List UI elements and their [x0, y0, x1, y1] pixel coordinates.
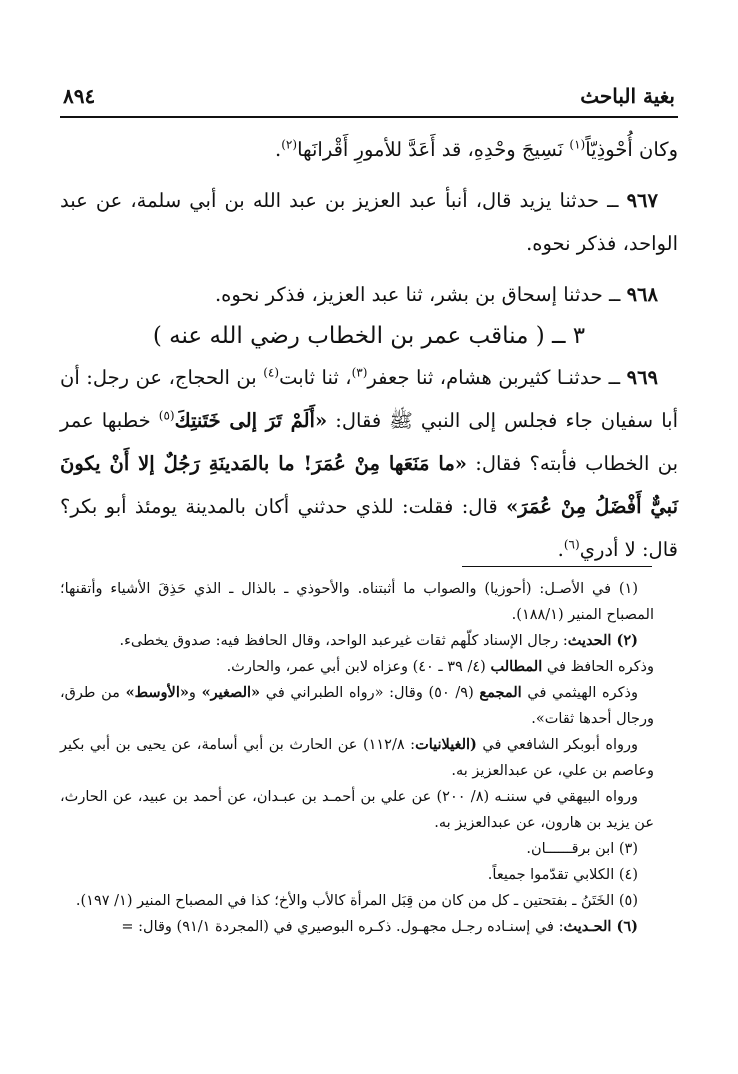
footnote-text: وذكره الهيثمي في	[521, 685, 638, 701]
footnote-2	[60, 628, 654, 654]
header-rule	[60, 116, 678, 118]
hadith-967	[60, 179, 678, 265]
footnote-ref-6: (٦)	[563, 537, 580, 552]
hadith-number: ٩٦٨	[626, 283, 658, 306]
hadith-text: .	[557, 538, 564, 561]
page-number: ٨٩٤	[63, 84, 96, 108]
section-title: ٣ ــ ( مناقب عمر بن الخطاب رضي الله عنه )	[152, 323, 586, 349]
footnote-6	[60, 914, 654, 940]
footnote-text: ورواه أبوبكر الشافعي في	[476, 737, 638, 753]
hadith-number: ٩٦٩	[626, 366, 659, 389]
footnote-5: (٥) الخَتَنُ ـ بفتحتين ـ كل من كان من قِبَل المرأة كالأب والأخ؛ كذا في المصباح المنير (١/ ١٩٧).	[75, 893, 638, 909]
hadith-text: ــ حدثنا يزيد قال، أنبأ عبد العزيز بن عبد الله بن أبي سلمة، عن عبد الواحد، فذكر نحوه.	[60, 189, 678, 255]
footnote-text: (٩/ ٥٠) وقال: «رواه الطبراني في	[260, 685, 480, 701]
footnote-ref-1: (١)	[569, 137, 586, 152]
footnote-text: من طرق، ورجال أحدها ثقات».	[60, 685, 654, 727]
footnote-label: (٢) الحديث	[567, 632, 638, 649]
verse-line	[60, 128, 678, 171]
hadith-969	[60, 356, 678, 571]
footnote-ref-2: (٢)	[281, 137, 298, 152]
hadith-968	[60, 273, 678, 316]
footnotes	[60, 576, 654, 940]
hadith-text: قال: فقلت: للذي حدثني أكان بالمدينة يومئذ أبو بكر؟ قال: لا أدري	[60, 495, 678, 561]
footnote-2-line	[60, 732, 654, 784]
main-text	[60, 128, 678, 571]
source-title: المطالب	[490, 658, 543, 675]
page-header	[63, 82, 675, 110]
footnote-ref-4: (٤)	[263, 365, 280, 380]
source-title: «الأوسط»	[125, 684, 189, 701]
footnote-text: وذكره الحافظ في	[542, 659, 654, 675]
verse-text: .	[275, 138, 282, 161]
footnote-text: : ١١٢/٨) عن الحارث بن أبي أسامة، عن يحيى بن أبي بكير وعاصم بن علي، عن عبدالعزيز به.	[60, 737, 654, 779]
footnote-ref-3: (٣)	[351, 365, 368, 380]
verse-text: نَسِيجَ وحْدِهِ، قد أَعَدَّ للأمورِ أَقْرانَها	[297, 138, 570, 161]
hadith-text: خطبها عمر بن الخطاب فأبته؟ فقال:	[60, 409, 678, 475]
footnote-3: (٣) ابن برقــــــان.	[526, 841, 638, 857]
book-title: بغية الباحث	[580, 84, 675, 108]
footnote-2-line	[60, 654, 654, 680]
footnote-rule	[462, 566, 652, 567]
footnote-text: : رجال الإسناد كلّهم ثقات غيرعبد الواحد، وقال الحافظ فيه: صدوق يخطىء.	[119, 633, 568, 649]
footnote-2-line: ورواه البيهقي في سننـه (٨/ ٢٠٠) عن علي بن أحمـد بن عبـدان، عن أحمد بن عبيد، عن الحارث، عن يزيد بن هارون، عن عبدالعزيز به.	[60, 789, 654, 831]
hadith-text: ــ حدثنا إسحاق بن بشر، ثنا عبد العزيز، فذكر نحوه.	[214, 283, 627, 306]
footnote-4: (٤) الكلابي تقدّموا جميعاً.	[487, 867, 638, 883]
prophet-quote: «أَلَمْ تَرَ إلى خَتَنتِكَ	[174, 409, 328, 432]
source-title: (الغيلانيات	[415, 736, 477, 753]
footnote-ref-5: (٥)	[158, 408, 175, 423]
source-title: المجمع	[479, 684, 522, 701]
hadith-text: ، ثنا ثابت	[279, 366, 352, 389]
footnote-label: (٦) الحـديث	[563, 918, 638, 935]
hadith-text: بن الحجاج، عن رجل: أن أبا سفيان جاء فجلس إلى النبي ﷺ فقال:	[60, 366, 678, 432]
prophet-quote: «ما مَنَعَها مِنْ عُمَرَ! ما بالمَدينَةِ رَجُلٌ إلا أَنْ يكونَ نَبيٌّ أَفْضَلُ مِنْ عُمَرَ»	[60, 452, 678, 518]
footnote-text: : في إسنـاده رجـل مجهـول. ذكـره البوصيري في (المجردة ٩١/١) وقال: =	[121, 919, 564, 935]
footnote-2-line	[60, 680, 654, 732]
footnote-1: (١) في الأصـل: (أحوزيا) والصواب ما أثبتناه. والأحوذي ـ بالذال ـ الذي حَذِقَ الأشياء وأتقنها؛ المصباح المنير (١٨٨/١).	[60, 581, 654, 623]
hadith-number: ٩٦٧	[626, 189, 658, 212]
source-title: «الصغير»	[201, 684, 261, 701]
hadith-text: ــ حدثنـا كثيربن هشام، ثنا جعفر	[367, 366, 627, 389]
footnote-text: (٤/ ٣٩ ـ ٤٠) وعزاه لابن أبي عمر، والحارث.	[226, 659, 491, 675]
footnote-text: و	[188, 685, 202, 701]
verse-text: وكان أُحْوذِيّاً	[585, 138, 678, 161]
